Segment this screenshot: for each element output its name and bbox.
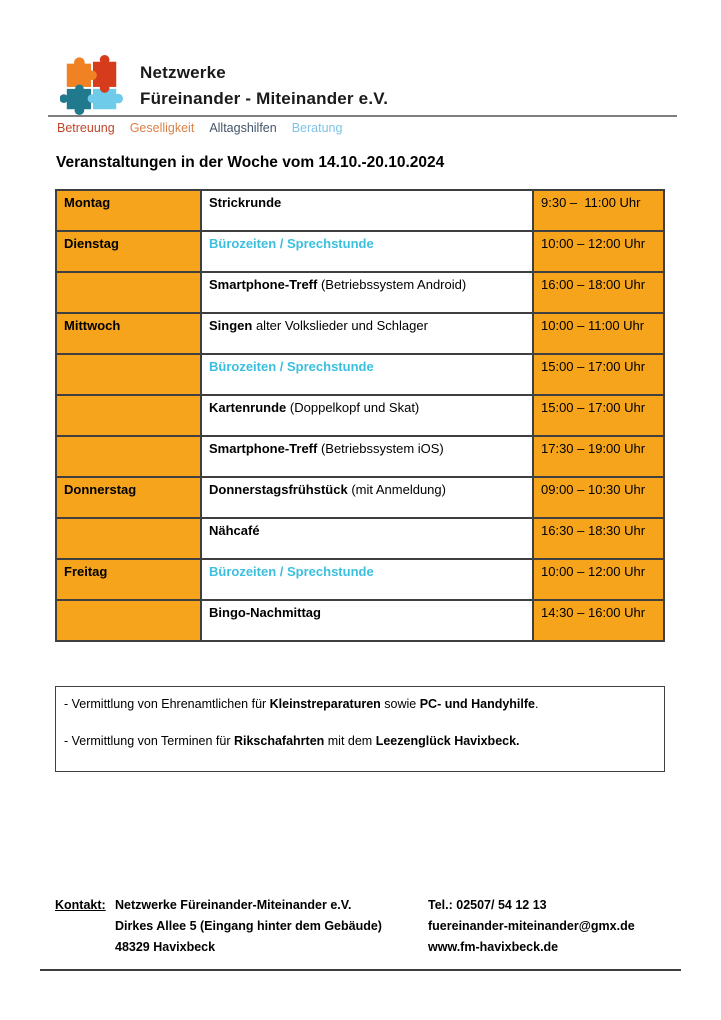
contact-org: Netzwerke Füreinander-Miteinander e.V. — [115, 898, 352, 912]
time-cell: 16:30 – 18:30 Uhr — [533, 518, 664, 559]
contact-block — [55, 895, 663, 958]
event-title: Bürozeiten / Sprechstunde — [209, 564, 374, 579]
note-highlight: PC- und Handyhilfe — [419, 697, 535, 711]
day-cell — [56, 354, 201, 395]
event-cell — [201, 559, 533, 600]
note-highlight: Rikschafahrten — [233, 734, 325, 748]
table-row — [56, 190, 664, 231]
event-detail: (Doppelkopf und Skat) — [286, 400, 420, 415]
event-title: Smartphone-Treff — [209, 277, 318, 292]
event-cell — [201, 354, 533, 395]
event-title: Bürozeiten / Sprechstunde — [209, 359, 374, 374]
note-text: . — [535, 697, 539, 711]
table-row — [56, 518, 664, 559]
event-title: Smartphone-Treff — [209, 441, 318, 456]
org-name-line1: Netzwerke — [140, 63, 226, 82]
note-text: - Vermittlung von Terminen für — [64, 734, 234, 748]
day-cell: Freitag — [56, 559, 201, 600]
time-cell: 15:00 – 17:00 Uhr — [533, 395, 664, 436]
table-row — [56, 272, 664, 313]
table-row — [56, 477, 664, 518]
category-beratung: Beratung — [291, 121, 343, 135]
event-title: Nähcafé — [209, 523, 260, 538]
day-cell — [56, 518, 201, 559]
event-title: Strickrunde — [209, 195, 282, 210]
table-row — [56, 231, 664, 272]
event-detail: (Betriebssystem iOS) — [317, 441, 444, 456]
event-cell — [201, 477, 533, 518]
time-cell: 15:00 – 17:00 Uhr — [533, 354, 664, 395]
table-row — [56, 354, 664, 395]
time-cell: 17:30 – 19:00 Uhr — [533, 436, 664, 477]
time-cell: 09:00 – 10:30 Uhr — [533, 477, 664, 518]
event-detail: (mit Anmeldung) — [347, 482, 446, 497]
table-row — [56, 395, 664, 436]
contact-website: www.fm-havixbeck.de — [428, 940, 559, 954]
event-cell — [201, 518, 533, 559]
day-cell — [56, 600, 201, 641]
event-cell — [201, 190, 533, 231]
day-cell: Dienstag — [56, 231, 201, 272]
contact-phone: Tel.: 02507/ 54 12 13 — [428, 898, 547, 912]
note-line-2 — [64, 734, 656, 748]
table-row — [56, 600, 664, 641]
org-name — [140, 54, 388, 112]
event-title: Singen — [209, 318, 253, 333]
schedule-table — [55, 189, 665, 642]
day-cell: Mittwoch — [56, 313, 201, 354]
time-cell: 16:00 – 18:00 Uhr — [533, 272, 664, 313]
header — [60, 54, 388, 116]
event-cell — [201, 272, 533, 313]
event-title: Donnerstagsfrühstück — [209, 482, 348, 497]
page-title: Veranstaltungen in der Woche vom 14.10.-20.10.2024 — [56, 154, 445, 171]
day-cell — [56, 272, 201, 313]
event-cell — [201, 395, 533, 436]
contact-label: Kontakt: — [55, 898, 106, 912]
time-cell: 9:30 – 11:00 Uhr — [533, 190, 664, 231]
category-alltagshilfen: Alltagshilfen — [209, 121, 277, 135]
contact-city: 48329 Havixbeck — [115, 940, 216, 954]
table-row — [56, 436, 664, 477]
contact-street: Dirkes Allee 5 (Eingang hinter dem Gebäude) — [115, 919, 382, 933]
event-detail: (Betriebssystem Android) — [317, 277, 467, 292]
puzzle-logo-icon — [60, 54, 124, 116]
category-betreuung: Betreuung — [57, 121, 115, 135]
note-text: - Vermittlung von Ehrenamtlichen für — [64, 697, 270, 711]
note-text: mit dem — [324, 734, 376, 748]
contact-address — [115, 895, 428, 958]
org-name-line2: Füreinander - Miteinander e.V. — [140, 89, 389, 108]
header-divider — [48, 115, 677, 117]
contact-details — [428, 895, 663, 958]
services-note-box — [55, 686, 665, 772]
note-highlight: Leezenglück Havixbeck. — [375, 734, 520, 748]
event-cell — [201, 231, 533, 272]
day-cell: Donnerstag — [56, 477, 201, 518]
time-cell: 10:00 – 12:00 Uhr — [533, 559, 664, 600]
event-cell — [201, 313, 533, 354]
event-title: Bingo-Nachmittag — [209, 605, 321, 620]
day-cell: Montag — [56, 190, 201, 231]
event-title: Bürozeiten / Sprechstunde — [209, 236, 374, 251]
day-cell — [56, 395, 201, 436]
event-title: Kartenrunde — [209, 400, 287, 415]
day-cell — [56, 436, 201, 477]
category-strip — [57, 121, 342, 135]
time-cell: 10:00 – 11:00 Uhr — [533, 313, 664, 354]
table-row — [56, 559, 664, 600]
footer-divider — [40, 969, 681, 971]
time-cell: 14:30 – 16:00 Uhr — [533, 600, 664, 641]
event-cell — [201, 436, 533, 477]
time-cell: 10:00 – 12:00 Uhr — [533, 231, 664, 272]
contact-email: fuereinander-miteinander@gmx.de — [428, 919, 635, 933]
table-row — [56, 313, 664, 354]
note-highlight: Kleinstreparaturen — [269, 697, 381, 711]
event-cell — [201, 600, 533, 641]
note-line-1 — [64, 697, 656, 711]
note-text: sowie — [380, 697, 420, 711]
category-geselligkeit: Geselligkeit — [129, 121, 195, 135]
event-detail: alter Volkslieder und Schlager — [252, 318, 428, 333]
